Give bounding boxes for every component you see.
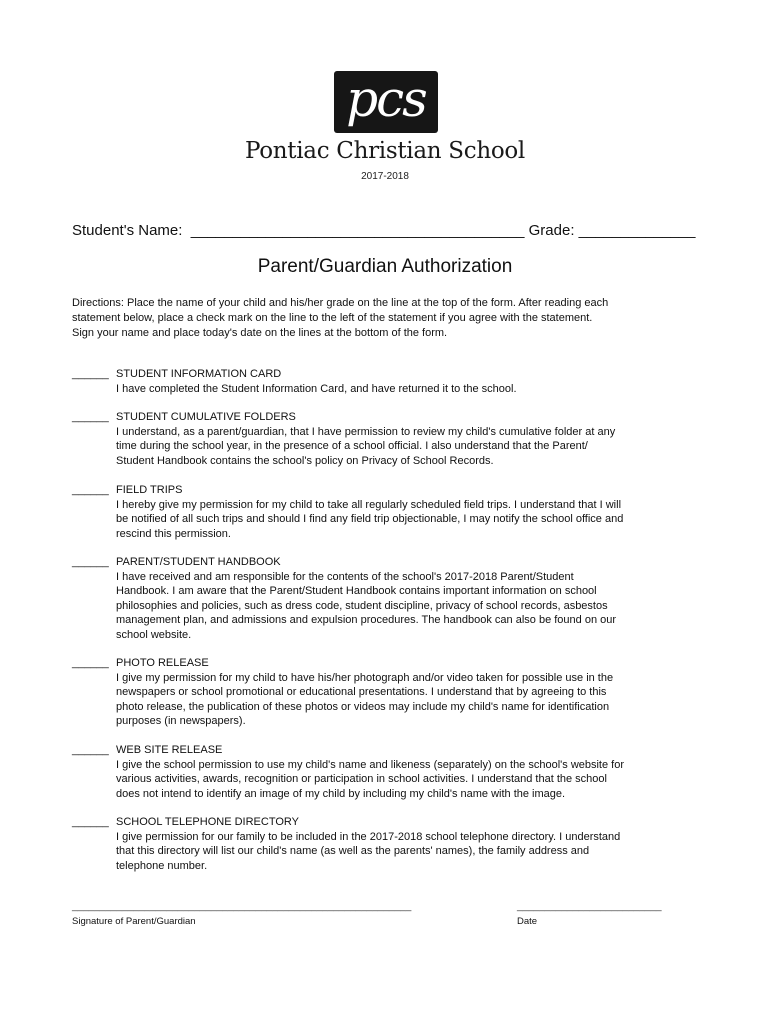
directions-line: Directions: Place the name of your child and his/her grade on the line at the top of the form. After reading each xyxy=(72,297,609,309)
checkmark-line[interactable]: ______ xyxy=(72,816,109,828)
consent-item-text: I give permission for our family to be included in the 2017-2018 school telephone directory. I understand xyxy=(116,830,621,843)
school-name: Pontiac Christian School xyxy=(244,138,525,164)
consent-item-text: I hereby give my permission for my child to take all regularly scheduled field trips. I understand that I will xyxy=(116,498,622,511)
school-logo xyxy=(334,71,438,133)
consent-item-title: WEB SITE RELEASE xyxy=(116,744,223,756)
grade-label: Grade: xyxy=(528,222,575,239)
consent-item-title: PARENT/STUDENT HANDBOOK xyxy=(116,556,281,568)
consent-item-text: be notified of all such trips and should I find any field trip objectionable, I may notify the school office and xyxy=(116,513,624,526)
school-year: 2017-2018 xyxy=(361,171,409,182)
consent-item-cumulative-folders xyxy=(72,410,712,468)
consent-item-field-trips xyxy=(72,483,712,541)
consent-item-text: management plan, and admissions and expulsion procedures. The handbook can also be found on our xyxy=(116,614,617,627)
consent-item-title: FIELD TRIPS xyxy=(116,484,183,496)
consent-item-title: STUDENT CUMULATIVE FOLDERS xyxy=(116,411,296,423)
consent-item-title: PHOTO RELEASE xyxy=(116,657,209,669)
consent-item-text: newspapers or school promotional or educational presentations. I understand that by agreeing to this xyxy=(116,686,607,699)
checkmark-line[interactable]: ______ xyxy=(72,556,109,568)
consent-item-telephone-directory xyxy=(72,815,712,873)
consent-item-text: time during the school year, in the presence of a school official. I also understand that the Parent/ xyxy=(116,440,588,453)
consent-item-text: Handbook. I am aware that the Parent/Student Handbook contains important information on school xyxy=(116,585,597,598)
student-info-line xyxy=(72,222,695,239)
consent-item-student-information-card xyxy=(72,367,712,396)
consent-item-text: I have received and am responsible for the contents of the school's 2017-2018 Parent/Student xyxy=(116,570,574,583)
consent-item-text: rescind this permission. xyxy=(116,527,231,540)
consent-item-text: philosophies and policies, such as dress code, student discipline, privacy of school records, asbestos xyxy=(116,599,608,612)
consent-item-title: STUDENT INFORMATION CARD xyxy=(116,368,282,380)
consent-item-text: does not intend to identify an image of my child by including my child's name with the image. xyxy=(116,787,566,800)
consent-item-text: school website. xyxy=(116,628,192,641)
checkmark-line[interactable]: ______ xyxy=(72,484,109,496)
checkmark-line[interactable]: ______ xyxy=(72,744,109,756)
signature-label: Signature of Parent/Guardian xyxy=(72,916,196,927)
directions-line: statement below, place a check mark on the line to the left of the statement if you agree with the statement. xyxy=(72,312,593,324)
logo-text: pcs xyxy=(346,70,426,128)
grade-field[interactable]: ______________ xyxy=(578,222,696,239)
student-name-field[interactable]: ________________________________________ xyxy=(190,222,525,239)
consent-item-text: various activities, awards, recognition or participation in school activities. I understand that the school xyxy=(116,773,607,786)
checkmark-line[interactable]: ______ xyxy=(72,368,109,380)
consent-item-text: I understand, as a parent/guardian, that I have permission to review my child's cumulative folder at any xyxy=(116,425,616,438)
consent-item-text: I give my permission for my child to have his/her photograph and/or video taken for possible use in the xyxy=(116,671,614,684)
consent-item-photo-release xyxy=(72,656,712,729)
consent-item-text: I have completed the Student Information Card, and have returned it to the school. xyxy=(116,382,517,395)
consent-item-text: photo release, the publication of these photos or videos may include my child's name for identification xyxy=(116,700,610,713)
consent-item-text: Student Handbook contains the school's policy on Privacy of School Records. xyxy=(116,454,494,467)
checkmark-line[interactable]: ______ xyxy=(72,657,109,669)
consent-item-web-site-release xyxy=(72,743,712,801)
consent-item-text: I give the school permission to use my child's name and likeness (separately) on the school's website for xyxy=(116,758,625,771)
consent-item-text: that this directory will list our child's name (as well as the parents' names), the family address and xyxy=(116,845,590,858)
signature-field[interactable]: _____________________________________________________________ xyxy=(72,901,412,912)
form-title: Parent/Guardian Authorization xyxy=(257,256,513,277)
consent-item-text: purposes (in newspapers). xyxy=(116,715,246,728)
consent-item-title: SCHOOL TELEPHONE DIRECTORY xyxy=(116,816,299,828)
consent-item-handbook xyxy=(72,555,712,643)
checkmark-line[interactable]: ______ xyxy=(72,411,109,423)
directions xyxy=(72,296,702,341)
consent-item-text: telephone number. xyxy=(116,859,208,872)
directions-line: Sign your name and place today's date on the lines at the bottom of the form. xyxy=(72,327,448,339)
date-label: Date xyxy=(517,916,538,927)
date-field[interactable]: __________________________ xyxy=(517,901,662,912)
student-name-label: Student's Name: xyxy=(72,222,183,239)
